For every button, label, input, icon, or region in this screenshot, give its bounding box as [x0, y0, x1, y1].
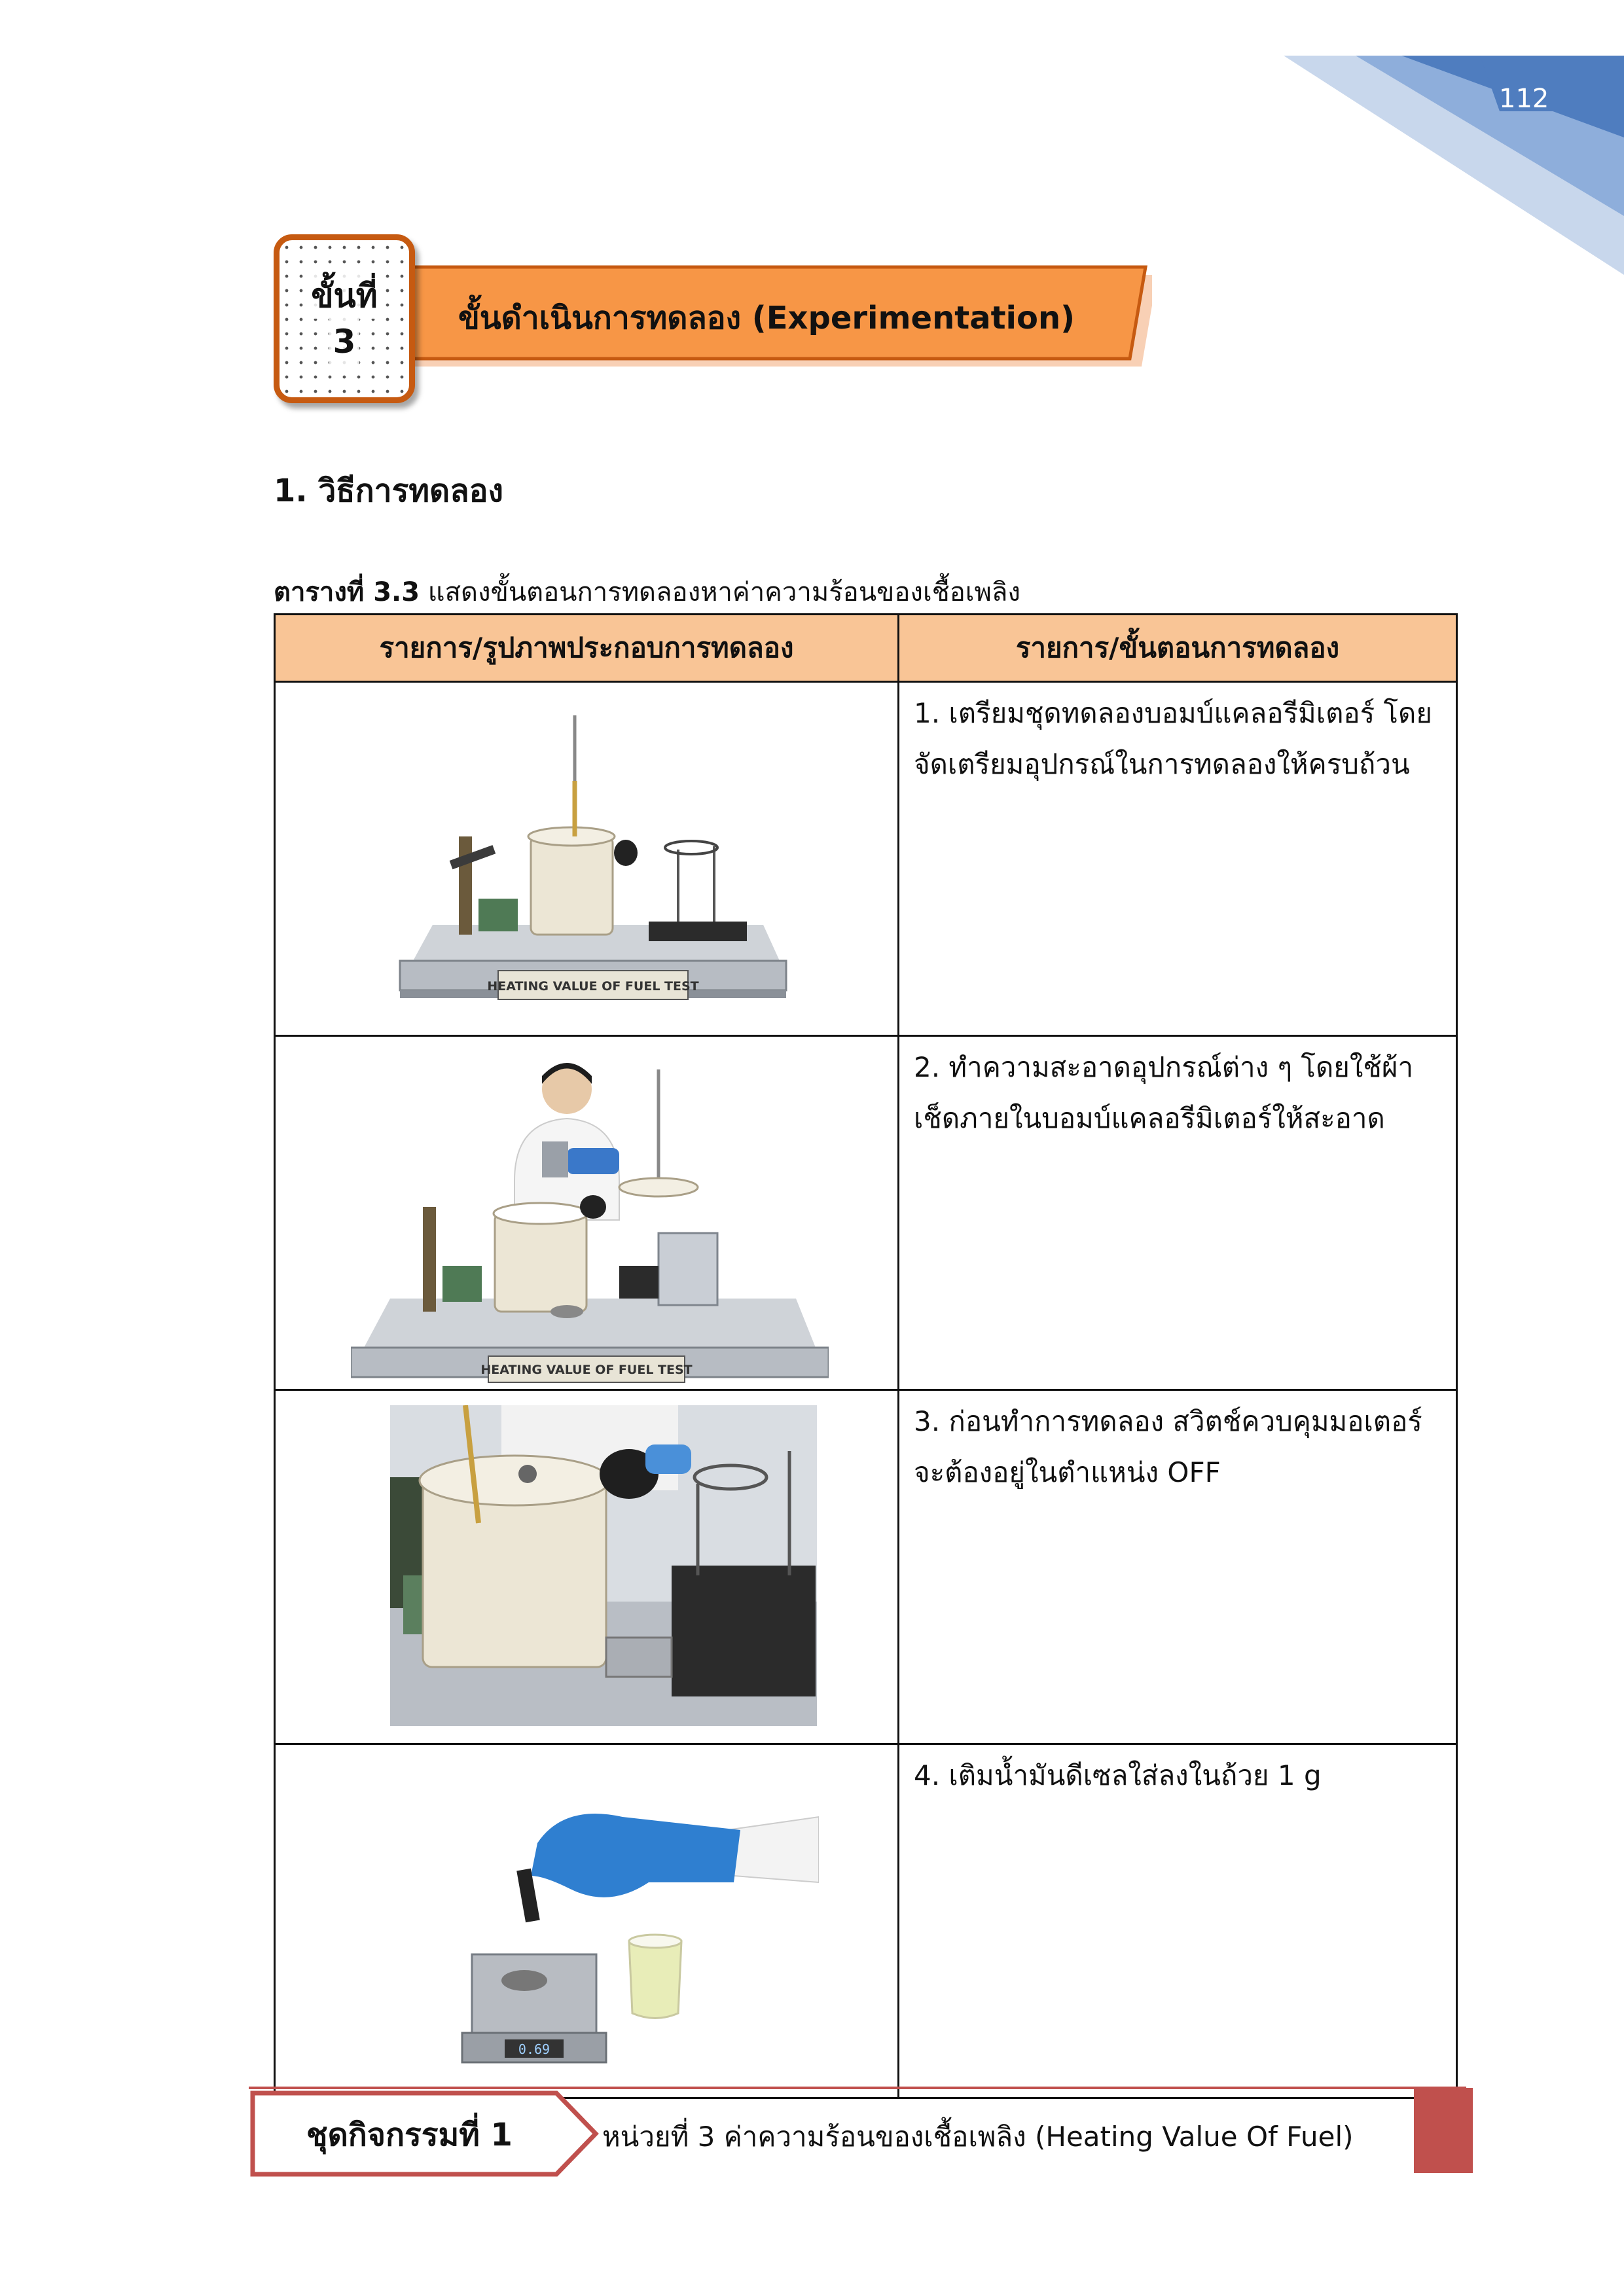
corner-decoration: [1284, 0, 1624, 275]
table-row: [275, 682, 1457, 1036]
image-cell: [275, 1390, 899, 1744]
motor-switch-photo: [390, 1405, 817, 1726]
bomb-calorimeter-setup-photo: [387, 702, 793, 1023]
step-description: 2. ทำความสะอาดอุปกรณ์ต่าง ๆ โดยใช้ผ้าเช็ดภายในบอมบ์แคลอรีมิเตอร์ให้สะอาด: [899, 1036, 1457, 1390]
table-row: [275, 1390, 1457, 1744]
footer-unit-label: หน่วยที่ 3 ค่าความร้อนของเชื้อเพลิง (Heating Value Of Fuel): [602, 2121, 1354, 2153]
image-cell: [275, 1744, 899, 2098]
scale-readout: 0.69: [518, 2041, 550, 2057]
photo-label: HEATING VALUE OF FUEL TEST: [480, 1363, 693, 1377]
table-row: [275, 1036, 1457, 1390]
adding-diesel-photo: [452, 1804, 819, 2079]
header-steps-column: รายการ/ขั้นตอนการทดลอง: [899, 615, 1457, 682]
image-cell: [275, 682, 899, 1036]
footer-accent-block: [1414, 2088, 1473, 2173]
step-description: 4. เติมน้ำมันดีเซลใส่ลงในถ้วย 1 g: [899, 1744, 1457, 2098]
photo-label: HEATING VALUE OF FUEL TEST: [487, 979, 699, 994]
step-badge: [274, 234, 415, 403]
section-heading: 1. วิธีการทดลอง: [274, 473, 503, 509]
footer-activity-label: ชุดกิจกรรมที่ 1: [306, 2117, 513, 2153]
page-number: 112: [1499, 84, 1549, 114]
step-description: 1. เตรียมชุดทดลองบอมบ์แคลอรีมิเตอร์ โดยจัดเตรียมอุปกรณ์ในการทดลองให้ครบถ้วน: [899, 682, 1457, 1036]
step-title: ขั้นดำเนินการทดลอง (Experimentation): [458, 300, 1075, 336]
step-description: 3. ก่อนทำการทดลอง สวิตช์ควบคุมมอเตอร์จะต้องอยู่ในตำแหน่ง OFF: [899, 1390, 1457, 1744]
procedure-table: [274, 613, 1458, 2099]
table-row: [275, 1744, 1457, 2098]
image-cell: [275, 1036, 899, 1390]
table-header-row: [275, 615, 1457, 682]
table-caption-text: แสดงขั้นตอนการทดลองหาค่าความร้อนของเชื้อเพลิง: [420, 577, 1020, 607]
step-badge-label: ขั้นที่: [307, 273, 381, 319]
table-caption: [274, 571, 1020, 613]
cleaning-calorimeter-photo: [351, 1050, 829, 1384]
step-badge-number: 3: [329, 319, 360, 365]
table-caption-label: ตารางที่ 3.3: [274, 577, 420, 607]
header-image-column: รายการ/รูปภาพประกอบการทดลอง: [275, 615, 899, 682]
